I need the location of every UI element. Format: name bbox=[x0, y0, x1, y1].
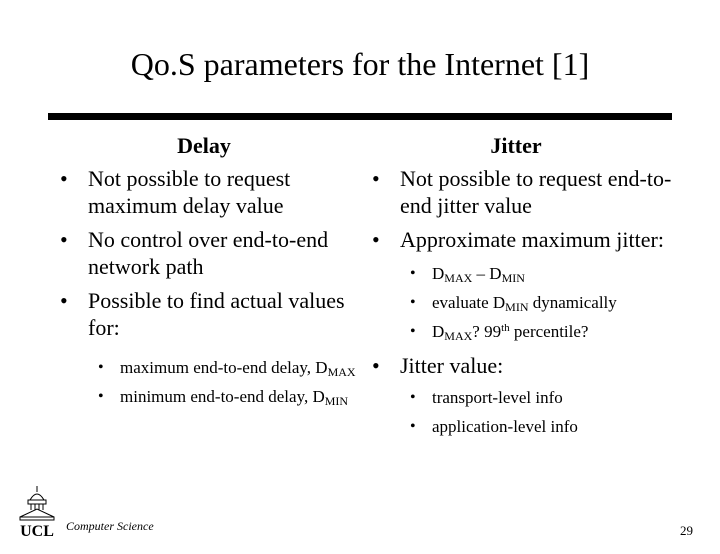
slide-title: Qo.S parameters for the Internet [1] bbox=[130, 46, 590, 82]
jitter-bullet-1 bbox=[364, 165, 676, 219]
bullet-text: percentile? bbox=[509, 322, 589, 341]
bullet-text: D bbox=[432, 322, 445, 341]
title-rule bbox=[48, 113, 672, 120]
bullet-text: – D bbox=[472, 264, 502, 283]
bullet-dot: • bbox=[410, 294, 416, 311]
subscript: MIN bbox=[324, 394, 349, 408]
delay-column bbox=[52, 131, 372, 409]
bullet-text: minimum end-to-end delay, D bbox=[120, 387, 325, 406]
page-number: 29 bbox=[680, 523, 693, 538]
delay-bullet-list bbox=[52, 165, 372, 409]
bullet-text: D bbox=[432, 264, 445, 283]
bullet-text: ? 99 bbox=[472, 322, 502, 341]
jitter-approx-sub-list bbox=[364, 261, 676, 344]
ucl-logo bbox=[14, 484, 60, 538]
jitter-sub-bullet-1 bbox=[364, 261, 676, 286]
bullet-text: evaluate D bbox=[432, 293, 506, 312]
bullet-dot: • bbox=[60, 227, 68, 252]
bullet-text: Possible to find actual values for: bbox=[88, 288, 345, 340]
subscript: MAX bbox=[444, 329, 473, 343]
bullet-text: transport-level info bbox=[432, 388, 563, 407]
bullet-text: maximum end-to-end delay, D bbox=[120, 358, 328, 377]
jitter-bullet-2 bbox=[364, 226, 676, 344]
jitter-sub-bullet-2 bbox=[364, 290, 676, 315]
ucl-logo-text: UCL bbox=[20, 523, 54, 538]
bullet-dot: • bbox=[410, 389, 416, 406]
bullet-dot: • bbox=[410, 265, 416, 282]
jitter-value-sub-bullet-1 bbox=[364, 385, 676, 410]
jitter-column bbox=[364, 131, 676, 439]
ucl-dome-icon bbox=[20, 486, 54, 520]
delay-bullet-1 bbox=[52, 165, 372, 219]
subscript: MAX bbox=[444, 271, 473, 285]
bullet-dot: • bbox=[410, 323, 416, 340]
delay-bullet-3 bbox=[52, 287, 372, 409]
bullet-dot: • bbox=[372, 227, 380, 252]
bullet-dot: • bbox=[410, 418, 416, 435]
delay-sub-bullet-1 bbox=[52, 355, 372, 380]
jitter-value-sub-list bbox=[364, 385, 676, 439]
superscript: th bbox=[501, 322, 510, 334]
subscript: MIN bbox=[501, 271, 525, 285]
bullet-dot: • bbox=[372, 166, 380, 191]
bullet-text: Not possible to request end-to-end jitter value bbox=[400, 166, 672, 218]
bullet-dot: • bbox=[98, 359, 104, 376]
delay-sub-bullet-2 bbox=[52, 384, 372, 409]
bullet-dot: • bbox=[98, 388, 104, 405]
jitter-bullet-list bbox=[364, 165, 676, 439]
bullet-dot: • bbox=[60, 166, 68, 191]
jitter-value-sub-bullet-2 bbox=[364, 414, 676, 439]
delay-sub-list bbox=[52, 355, 372, 409]
subscript: MIN bbox=[505, 300, 529, 314]
bullet-text: application-level info bbox=[432, 417, 578, 436]
delay-heading: Delay bbox=[177, 133, 231, 158]
department-label: Computer Science bbox=[66, 519, 154, 533]
bullet-dot: • bbox=[372, 353, 380, 378]
delay-bullet-2 bbox=[52, 226, 372, 280]
jitter-heading: Jitter bbox=[490, 133, 542, 158]
bullet-text: Jitter value: bbox=[400, 353, 504, 378]
jitter-bullet-3 bbox=[364, 352, 676, 439]
bullet-text: Approximate maximum jitter: bbox=[400, 227, 664, 252]
bullet-text: dynamically bbox=[528, 293, 617, 312]
subscript: MAX bbox=[327, 365, 356, 379]
jitter-sub-bullet-3 bbox=[364, 319, 676, 344]
bullet-text: Not possible to request maximum delay value bbox=[88, 166, 291, 218]
bullet-text: No control over end-to-end network path bbox=[88, 227, 329, 279]
bullet-dot: • bbox=[60, 288, 68, 313]
